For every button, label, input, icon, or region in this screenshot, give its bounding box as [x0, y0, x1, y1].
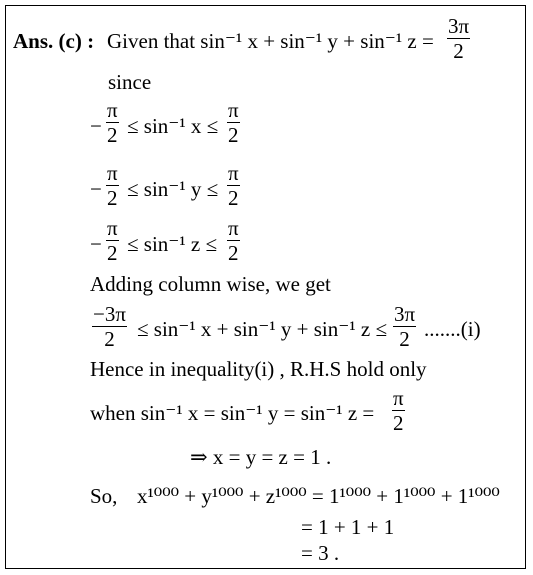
sum-lhs-den: 2	[104, 327, 115, 351]
bound-x-lhs-fraction	[106, 100, 119, 146]
so-expression: x¹⁰⁰⁰ + y¹⁰⁰⁰ + z¹⁰⁰⁰ = 1¹⁰⁰⁰ + 1¹⁰⁰⁰ + 1¹⁰⁰⁰	[137, 484, 500, 508]
given-fraction-denominator: 2	[453, 39, 464, 63]
answer-label: Ans. (c) :	[13, 29, 95, 53]
bound-z-rhs-num: π	[228, 216, 239, 240]
sum-lhs-num: −3π	[93, 302, 126, 326]
when-fraction	[392, 388, 405, 434]
bound-x-rhs-den: 2	[228, 123, 239, 147]
bound-y-rhs-num: π	[228, 161, 239, 185]
bound-z-lhs-fraction	[106, 218, 119, 264]
bound-y-sign: −	[90, 177, 102, 201]
bound-z-sign: −	[90, 232, 102, 256]
bound-y-lhs-num: π	[107, 161, 118, 185]
bound-x-rhs-num: π	[228, 98, 239, 122]
bound-z-rhs-fraction	[227, 218, 240, 264]
bound-z-lhs-den: 2	[107, 241, 118, 265]
bound-x-rhs-fraction	[227, 100, 240, 146]
bound-z-lhs-num: π	[107, 216, 118, 240]
sum-rhs-num: 3π	[394, 302, 416, 326]
bound-y-rhs-den: 2	[228, 186, 239, 210]
since-text: since	[108, 70, 152, 94]
bound-x-lhs-den: 2	[107, 123, 118, 147]
given-fraction-numerator: 3π	[448, 14, 470, 38]
implies-line: ⇒ x = y = z = 1 .	[190, 445, 332, 469]
bound-y-lhs-fraction	[106, 163, 119, 209]
bound-x-middle: ≤ sin⁻¹ x ≤	[127, 114, 219, 138]
bound-x-lhs-num: π	[107, 98, 118, 122]
when-text: when sin⁻¹ x = sin⁻¹ y = sin⁻¹ z =	[90, 401, 375, 425]
step-two: = 3 .	[301, 541, 340, 565]
sum-lhs-fraction	[92, 304, 127, 350]
bound-y-rhs-fraction	[227, 163, 240, 209]
bound-z-rhs-den: 2	[228, 241, 239, 265]
bound-x-sign: −	[90, 114, 102, 138]
given-fraction	[447, 16, 470, 62]
when-fraction-num: π	[393, 386, 404, 410]
bound-y-middle: ≤ sin⁻¹ y ≤	[127, 177, 219, 201]
sum-rhs-fraction	[393, 304, 416, 350]
so-text: So,	[90, 484, 118, 508]
hence-text: Hence in inequality(i) , R.H.S hold only	[90, 357, 427, 381]
sum-rhs-den: 2	[399, 327, 410, 351]
adding-text: Adding column wise, we get	[90, 272, 331, 296]
bound-y-lhs-den: 2	[107, 186, 118, 210]
sum-middle: ≤ sin⁻¹ x + sin⁻¹ y + sin⁻¹ z ≤	[137, 317, 387, 341]
bound-z-middle: ≤ sin⁻¹ z ≤	[127, 232, 218, 256]
equation-tag: .......(i)	[424, 317, 481, 341]
step-one: = 1 + 1 + 1	[301, 515, 395, 539]
when-fraction-den: 2	[393, 411, 404, 435]
given-statement: Given that sin⁻¹ x + sin⁻¹ y + sin⁻¹ z =	[107, 29, 434, 53]
